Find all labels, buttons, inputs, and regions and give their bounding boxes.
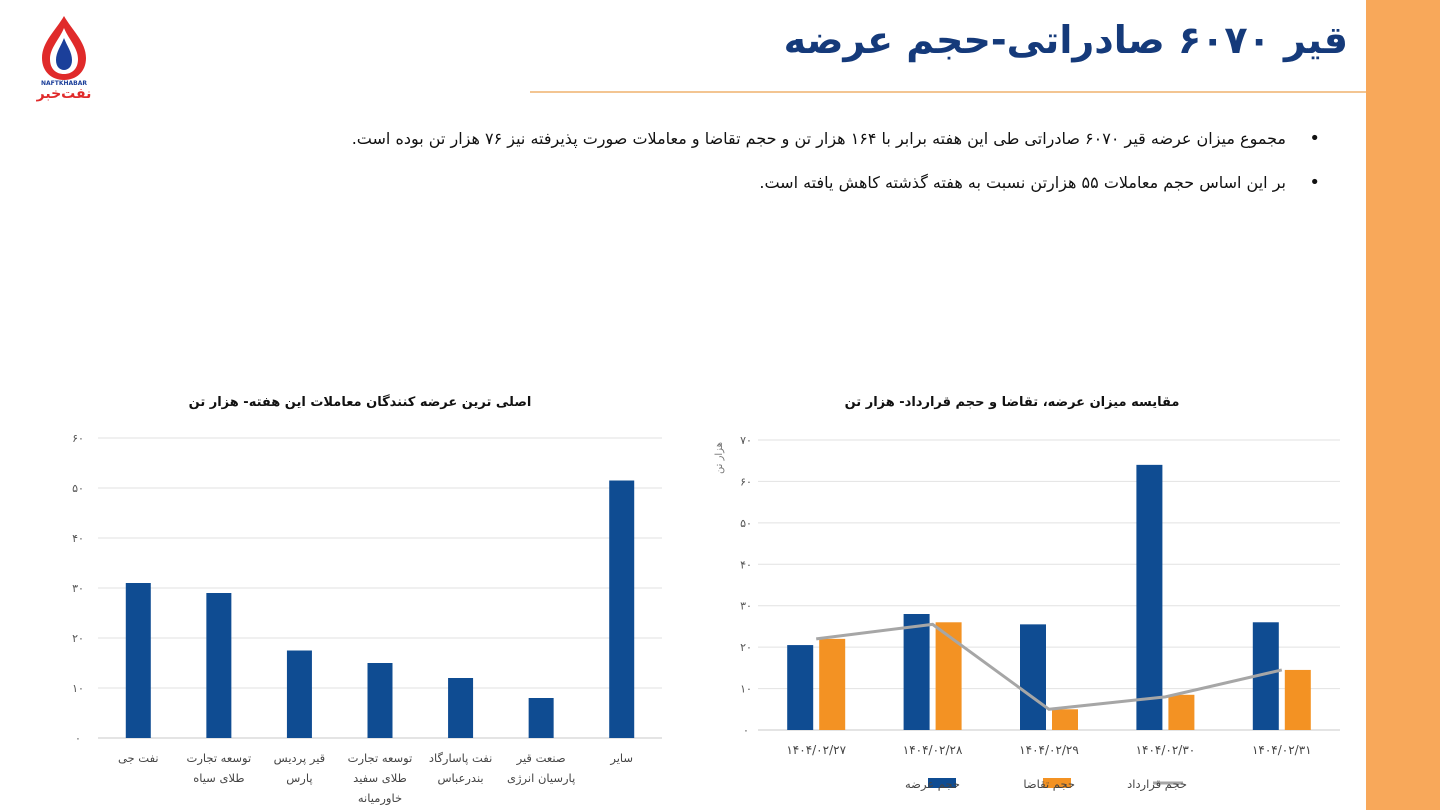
bar xyxy=(126,583,151,738)
bar xyxy=(368,663,393,738)
legend-label: حجم تقاضا xyxy=(1023,777,1075,791)
chart-title: مقایسه میزان عرضه، تقاضا و حجم قرارداد- هزار تن xyxy=(844,395,1180,410)
chart-title: اصلی ترین عرضه کنندگان معاملات این هفته- هزار تن xyxy=(188,395,532,410)
title-divider xyxy=(530,91,1366,93)
x-tick-label: صنعت قیر xyxy=(516,751,566,765)
y-tick-label: ۲۰ xyxy=(740,641,752,655)
bullet-item: • مجموع میزان عرضه قیر ۶۰۷۰ صادراتی طی این هفته برابر با ۱۶۴ هزار تن و حجم تقاضا و معاملات صورت پذیرفته نیز ۷۶ هزار تن بوده است. xyxy=(160,128,1320,150)
bar xyxy=(448,678,473,738)
naftkhabar-logo xyxy=(28,12,100,102)
x-tick-label: بندرعباس xyxy=(437,771,484,785)
x-tick-label: ۱۴۰۴/۰۲/۲۹ xyxy=(1019,743,1079,757)
contract-volume-line xyxy=(816,624,1282,709)
accent-side-bar xyxy=(1366,0,1440,810)
bar-series-1 xyxy=(819,639,845,730)
x-tick-label: ۱۴۰۴/۰۲/۲۸ xyxy=(902,743,963,757)
x-tick-label: خاورمیانه xyxy=(357,791,403,805)
y-tick-label: ۰ xyxy=(75,732,81,745)
y-axis-label: هزار تن xyxy=(714,442,725,474)
y-tick-label: ۳۰ xyxy=(72,582,84,595)
y-tick-label: ۰ xyxy=(743,724,749,737)
y-tick-label: ۱۰ xyxy=(740,682,752,696)
legend-label: حجم قرارداد xyxy=(1127,777,1187,791)
suppliers-bar-chart xyxy=(50,380,680,810)
logo-brand-fa: نفت‌خبر xyxy=(36,86,92,102)
y-tick-label: ۱۰ xyxy=(72,682,84,695)
supply-demand-chart xyxy=(700,380,1360,810)
bar xyxy=(529,698,554,738)
x-tick-label: پارسیان انرژی xyxy=(507,771,576,785)
bar-series-0 xyxy=(904,614,930,730)
y-tick-label: ۷۰ xyxy=(740,434,752,447)
bar-series-1 xyxy=(1052,709,1078,730)
x-tick-label: ۱۴۰۴/۰۲/۲۷ xyxy=(786,743,847,757)
x-tick-label: سایر xyxy=(610,751,634,765)
y-tick-label: ۴۰ xyxy=(72,532,84,545)
bar-series-0 xyxy=(787,645,813,730)
bar-series-0 xyxy=(1136,465,1162,730)
bullet-list xyxy=(160,128,1320,216)
x-tick-label: توسعه تجارت xyxy=(186,751,252,765)
bar-series-1 xyxy=(1168,695,1194,730)
x-tick-label: قیر پردیس xyxy=(273,751,326,765)
x-tick-label: نفت پاسارگاد xyxy=(428,751,493,765)
page-title: قیر ۶۰۷۰ صادراتی-حجم عرضه xyxy=(783,18,1348,62)
x-tick-label: طلای سفید xyxy=(353,771,407,785)
x-tick-label: ۱۴۰۴/۰۲/۳۱ xyxy=(1251,743,1312,757)
y-tick-label: ۲۰ xyxy=(72,632,84,645)
x-tick-label: توسعه تجارت xyxy=(347,751,413,765)
bar xyxy=(609,481,634,739)
x-tick-label: پارس xyxy=(286,771,313,785)
bar-series-1 xyxy=(936,622,962,730)
logo-brand-en: NAFTKHABAR xyxy=(40,80,88,87)
legend-label: حجم عرضه xyxy=(905,777,960,791)
y-tick-label: ۵۰ xyxy=(740,516,752,530)
y-tick-label: ۳۰ xyxy=(740,599,752,613)
bar-series-0 xyxy=(1020,624,1046,730)
x-tick-label: ۱۴۰۴/۰۲/۳۰ xyxy=(1135,743,1196,757)
bullet-item: • بر این اساس حجم معاملات ۵۵ هزارتن نسبت به هفته گذشته کاهش یافته است. xyxy=(160,172,1320,194)
y-tick-label: ۴۰ xyxy=(740,558,752,572)
bar xyxy=(287,651,312,739)
y-tick-label: ۶۰ xyxy=(740,475,752,489)
y-tick-label: ۶۰ xyxy=(72,432,84,445)
bar xyxy=(206,593,231,738)
x-tick-label: طلای سیاه xyxy=(193,771,245,785)
x-tick-label: نفت جی xyxy=(117,751,159,765)
bar-series-1 xyxy=(1285,670,1311,730)
y-tick-label: ۵۰ xyxy=(72,482,84,495)
